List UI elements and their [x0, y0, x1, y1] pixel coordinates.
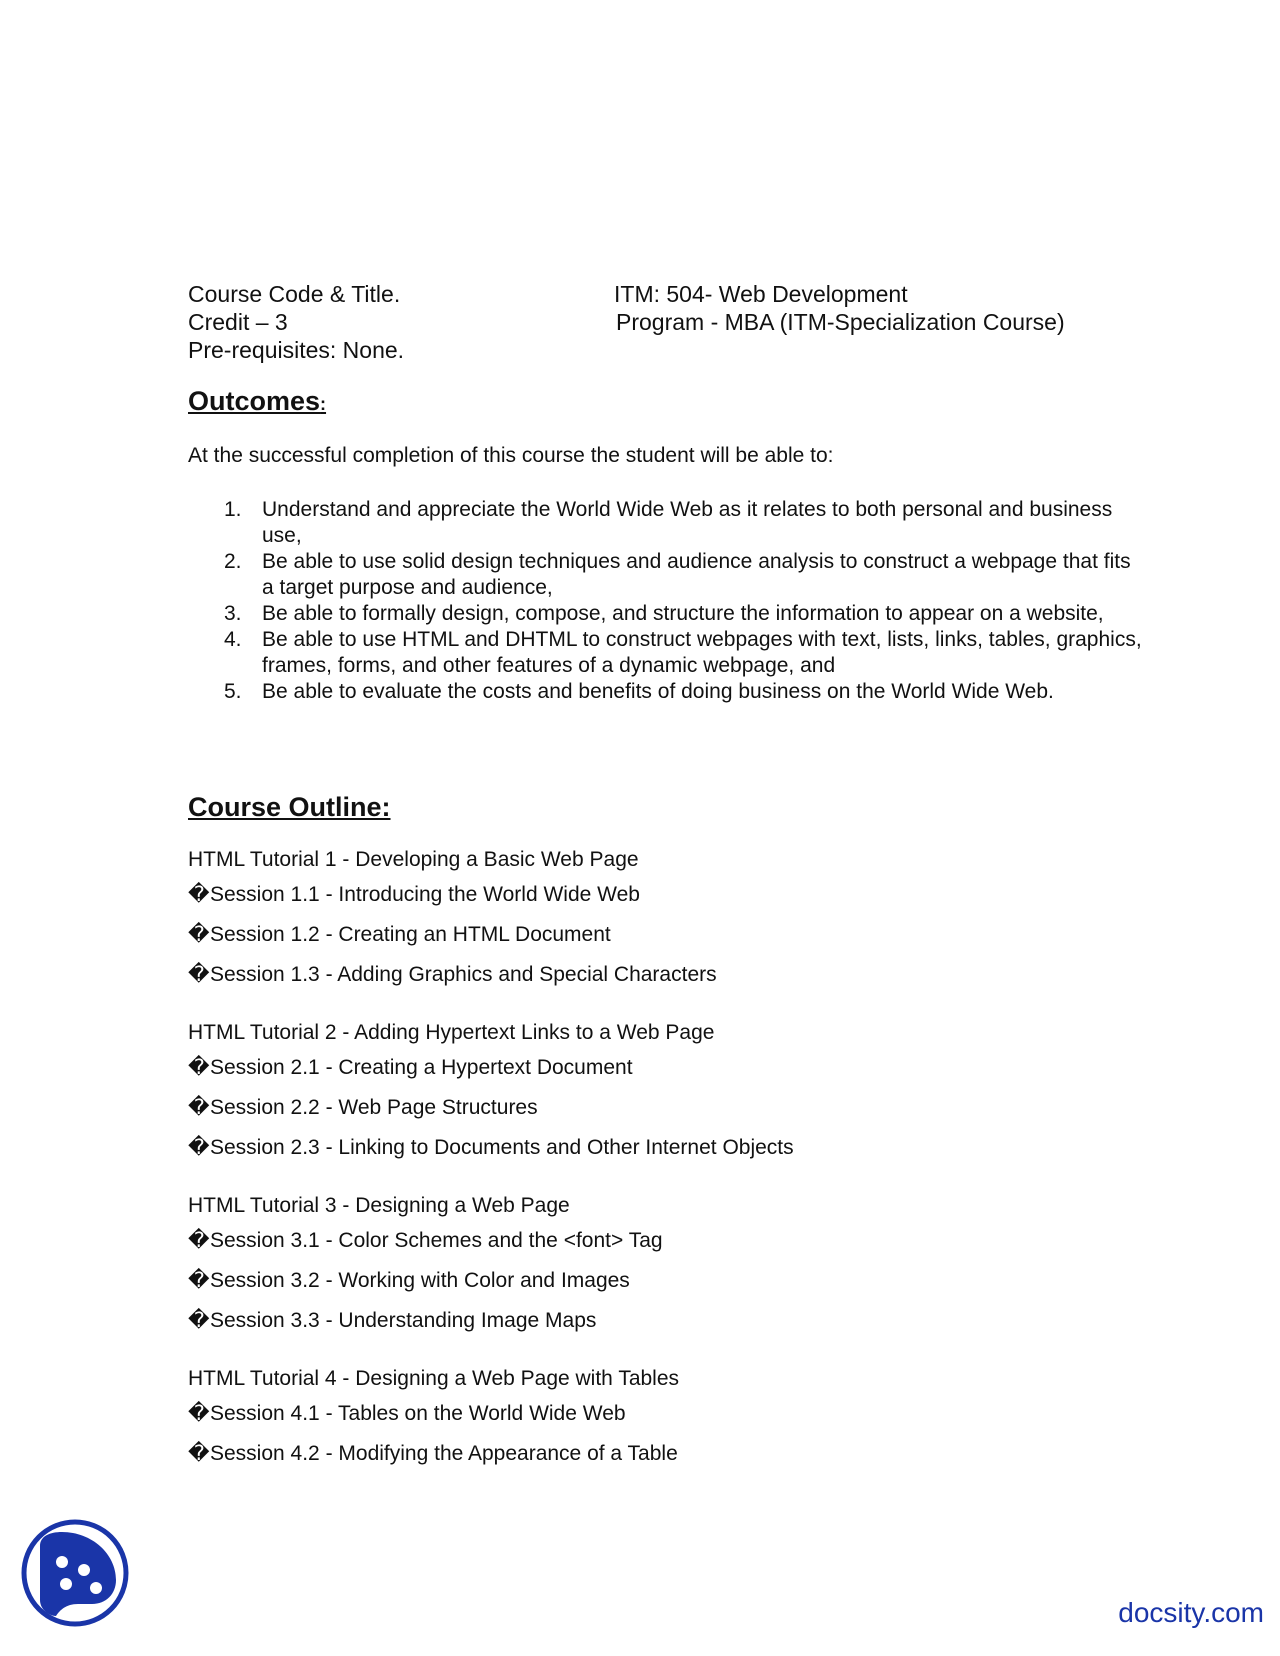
- item-text: Understand and appreciate the World Wide Web as it relates to both personal and business use,: [262, 498, 1113, 547]
- bullet-icon: �: [188, 883, 210, 906]
- item-number: 5.: [224, 680, 242, 703]
- list-item: [188, 882, 640, 907]
- list-item: [188, 1268, 630, 1293]
- outcomes-heading-text: Outcomes: [188, 386, 321, 416]
- list-item: [188, 1441, 678, 1466]
- list-item: [188, 679, 1148, 705]
- list-item: [188, 962, 717, 987]
- list-item: [188, 1095, 538, 1120]
- item-text: Be able to evaluate the costs and benefits of doing business on the World Wide Web.: [262, 680, 1054, 703]
- bullet-icon: �: [188, 1309, 210, 1332]
- list-item: [188, 1228, 663, 1253]
- prerequisites: Pre-requisites: None.: [188, 337, 405, 363]
- docsity-logo-icon: [20, 1518, 130, 1628]
- session-text: Session 2.2 - Web Page Structures: [210, 1096, 538, 1119]
- bullet-icon: �: [188, 1096, 210, 1119]
- bullet-icon: �: [188, 1442, 210, 1465]
- session-text: Session 4.2 - Modifying the Appearance of a Table: [210, 1442, 678, 1465]
- outcomes-list: [188, 497, 1148, 705]
- list-item: [188, 627, 1148, 679]
- session-text: Session 3.2 - Working with Color and Images: [210, 1269, 630, 1292]
- bullet-icon: �: [188, 963, 210, 986]
- bullet-icon: �: [188, 1136, 210, 1159]
- session-text: Session 4.1 - Tables on the World Wide Web: [210, 1402, 626, 1425]
- outcomes-heading: [188, 386, 326, 417]
- course-code-label: Course Code & Title.: [188, 281, 401, 307]
- session-text: Session 3.1 - Color Schemes and the <font> Tag: [210, 1229, 663, 1252]
- course-outline-heading: Course Outline:: [188, 792, 391, 822]
- brand-link[interactable]: docsity.com: [1118, 1597, 1264, 1628]
- bullet-icon: �: [188, 923, 210, 946]
- session-text: Session 1.3 - Adding Graphics and Special Characters: [210, 963, 717, 986]
- item-text: Be able to use HTML and DHTML to construct webpages with text, lists, links, tables, graphics, frames, forms, and other features of a dynamic webpage, and: [262, 628, 1142, 677]
- bullet-icon: �: [188, 1269, 210, 1292]
- credit: Credit – 3: [188, 309, 288, 335]
- session-text: Session 2.1 - Creating a Hypertext Document: [210, 1056, 633, 1079]
- list-item: [188, 1308, 596, 1333]
- item-number: 4.: [224, 628, 242, 651]
- tutorial-title: HTML Tutorial 2 - Adding Hypertext Links to a Web Page: [188, 1021, 715, 1044]
- list-item: [188, 601, 1148, 627]
- item-number: 1.: [224, 498, 242, 521]
- list-item: [188, 1135, 794, 1160]
- session-text: Session 1.1 - Introducing the World Wide Web: [210, 883, 640, 906]
- item-text: Be able to formally design, compose, and structure the information to appear on a website,: [262, 602, 1104, 625]
- item-number: 2.: [224, 550, 242, 573]
- outcomes-intro: At the successful completion of this course the student will be able to:: [188, 444, 834, 467]
- tutorial-title: HTML Tutorial 1 - Developing a Basic Web Page: [188, 848, 639, 871]
- program: Program - MBA (ITM-Specialization Course): [616, 309, 1065, 335]
- list-item: [188, 549, 1148, 601]
- bullet-icon: �: [188, 1229, 210, 1252]
- item-text: Be able to use solid design techniques and audience analysis to construct a webpage that fits a target purpose and audience,: [262, 550, 1131, 599]
- list-item: [188, 1055, 633, 1080]
- item-number: 3.: [224, 602, 242, 625]
- tutorial-title: HTML Tutorial 4 - Designing a Web Page with Tables: [188, 1367, 680, 1390]
- session-text: Session 2.3 - Linking to Documents and Other Internet Objects: [210, 1136, 794, 1159]
- course-title: ITM: 504- Web Development: [614, 281, 908, 307]
- list-item: [188, 497, 1148, 549]
- bullet-icon: �: [188, 1056, 210, 1079]
- bullet-icon: �: [188, 1402, 210, 1425]
- session-text: Session 1.2 - Creating an HTML Document: [210, 923, 611, 946]
- session-text: Session 3.3 - Understanding Image Maps: [210, 1309, 597, 1332]
- list-item: [188, 922, 611, 947]
- tutorial-title: HTML Tutorial 3 - Designing a Web Page: [188, 1194, 570, 1217]
- list-item: [188, 1401, 626, 1426]
- outcomes-heading-colon: :: [320, 394, 327, 414]
